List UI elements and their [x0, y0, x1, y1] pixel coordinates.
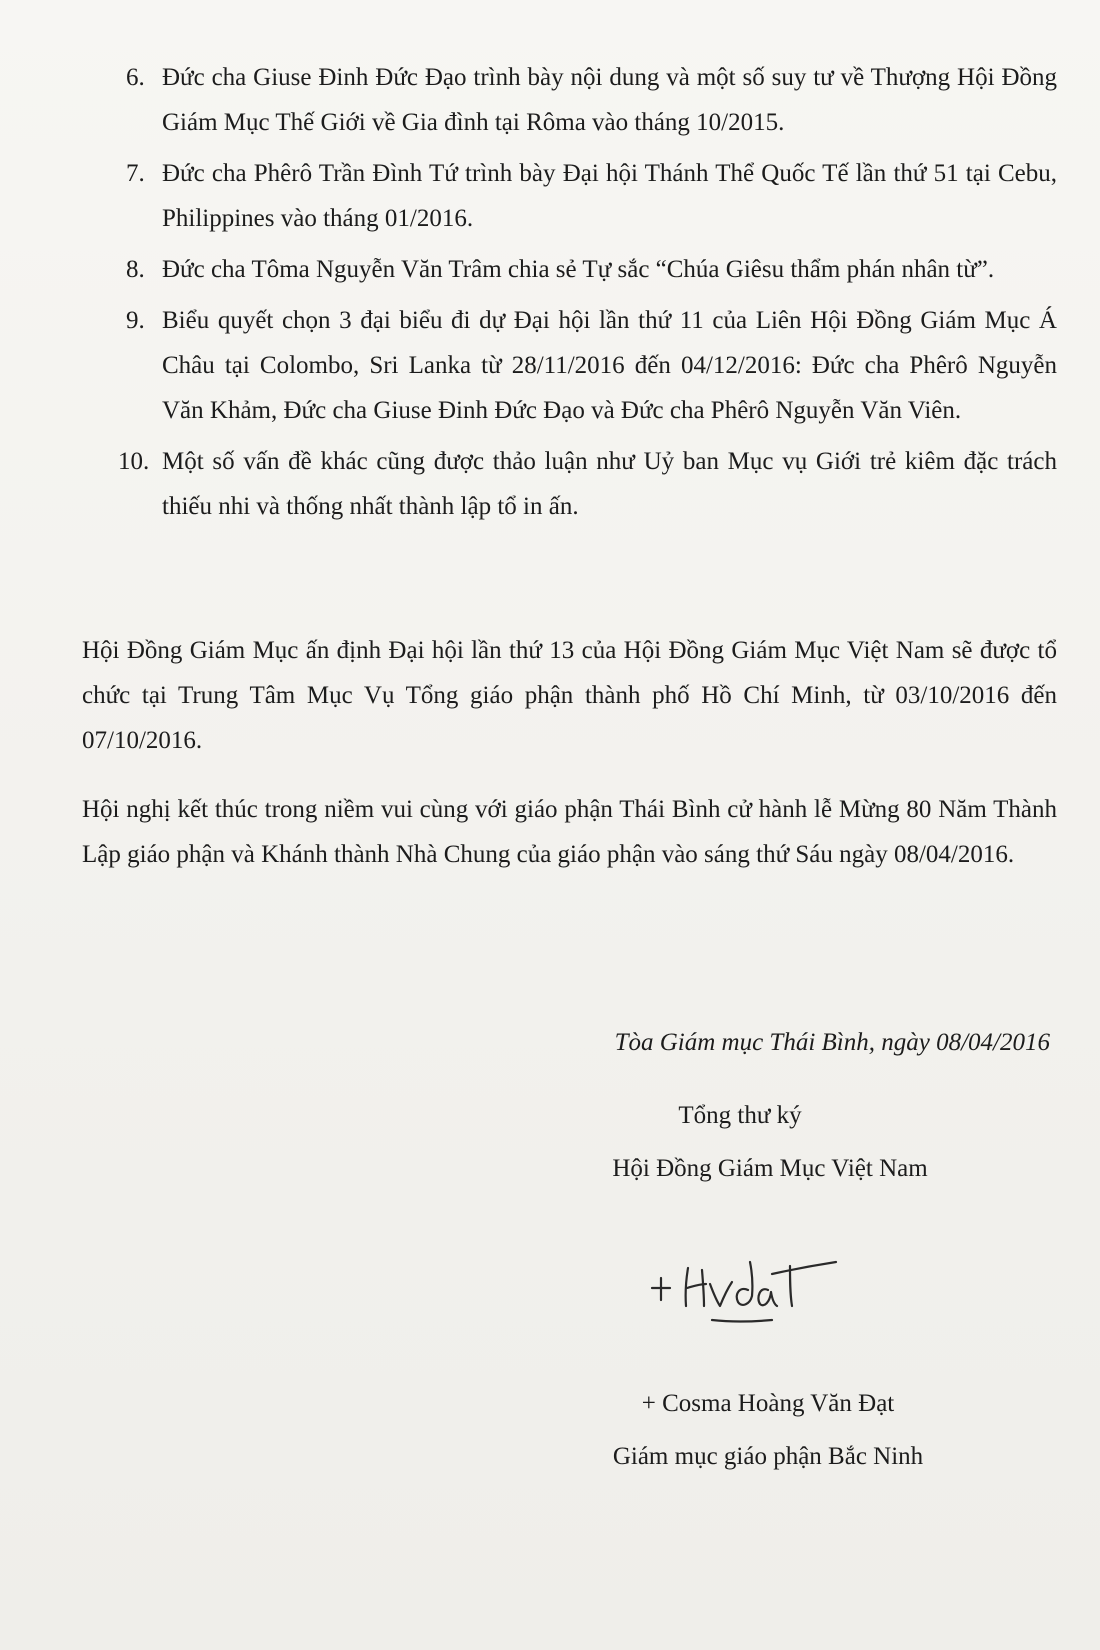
paragraph-next-assembly: Hội Đồng Giám Mục ấn định Đại hội lần thứ 13 của Hội Đồng Giám Mục Việt Nam sẽ được tổ chức tại Trung Tâm Mục Vụ Tổng giáo phận thành phố Hồ Chí Minh, từ 03/10/2016 đến 07/10/2016.: [82, 637, 1057, 754]
agenda-item-text: Đức cha Giuse Đinh Đức Đạo trình bày nội dung và một số suy tư về Thượng Hội Đồng Giám Mục Thế Giới về Gia đình tại Rôma vào tháng 10/2015.: [162, 64, 1057, 136]
agenda-item-6: [82, 55, 1057, 145]
agenda-item-8: [82, 247, 1057, 292]
signer-name: + Cosma Hoàng Văn Đạt: [641, 1390, 895, 1417]
agenda-item-text: Đức cha Tôma Nguyễn Văn Trâm chia sẻ Tự sắc “Chúa Giêsu thẩm phán nhân từ”.: [162, 256, 995, 283]
signer-role: Giám mục giáo phận Bắc Ninh: [612, 1443, 924, 1470]
agenda-item-text: Đức cha Phêrô Trần Đình Tứ trình bày Đại hội Thánh Thể Quốc Tế lần thứ 51 tại Cebu, Philippines vào tháng 01/2016.: [162, 160, 1057, 232]
place-date: Tòa Giám mục Thái Bình, ngày 08/04/2016: [614, 1029, 1050, 1056]
agenda-item-text: Biểu quyết chọn 3 đại biểu đi dự Đại hội lần thứ 11 của Liên Hội Đồng Giám Mục Á Châu tại Colombo, Sri Lanka từ 28/11/2016 đến 04/12/2016: Đức cha Phêrô Nguyễn Văn Khảm, Đức cha Giuse Đinh Đức Đạo và Đức cha Phêrô Nguyễn Văn Viên.: [162, 307, 1057, 424]
agenda-item-number: 10.: [118, 448, 150, 475]
agenda-item-number: 7.: [126, 160, 145, 187]
agenda-item-text: Một số vấn đề khác cũng được thảo luận như Uỷ ban Mục vụ Giới trẻ kiêm đặc trách thiếu nhi và thống nhất thành lập tổ in ấn.: [162, 448, 1057, 520]
agenda-item-number: 9.: [126, 307, 145, 334]
agenda-list: [82, 55, 1057, 535]
signer-title-line1: Tổng thư ký: [678, 1102, 802, 1129]
agenda-item-9: [82, 298, 1057, 433]
agenda-item-number: 6.: [126, 64, 145, 91]
handwritten-signature: [640, 1240, 860, 1350]
agenda-item-number: 8.: [126, 256, 145, 283]
agenda-item-10: [82, 439, 1057, 529]
paragraph-closing: Hội nghị kết thúc trong niềm vui cùng với giáo phận Thái Bình cử hành lễ Mừng 80 Năm Thành Lập giáo phận và Khánh thành Nhà Chung của giáo phận vào sáng thứ Sáu ngày 08/04/2016.: [82, 796, 1057, 868]
agenda-item-7: [82, 151, 1057, 241]
signer-title-line2: Hội Đồng Giám Mục Việt Nam: [612, 1155, 928, 1182]
